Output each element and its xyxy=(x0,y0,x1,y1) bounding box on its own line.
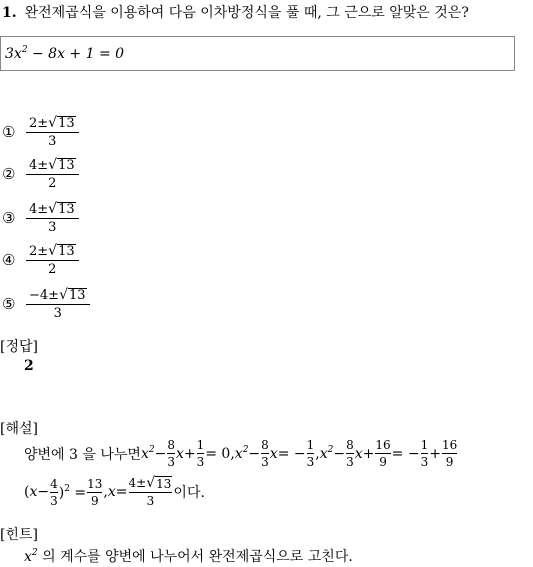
explanation-line1: 양변에 3 을 나누면 $x^2-$ 8 3 x + 1 3 = 0, $x^2-$ 8 3 x = − 1 3 , $x^2-$ 8 3 x + 16 9 = − 1 3 + 16 9 xyxy=(24,438,458,469)
explanation-label: [해설] xyxy=(0,421,38,437)
option-2[interactable] xyxy=(2,152,81,196)
hint-line: $x^2$ 의 계수를 양변에 나누어서 완전제곱식으로 고친다. xyxy=(24,548,353,565)
option-1[interactable] xyxy=(2,110,81,154)
option-fraction: −4± √ 13 3 xyxy=(26,288,90,321)
option-fraction: 2± √ 13 3 xyxy=(26,116,79,149)
option-mark: ⑤ xyxy=(2,295,16,313)
equation: $3x^2 - 8x + 1 = 0$ xyxy=(5,45,125,62)
answer-label: [정답] xyxy=(0,339,38,355)
explanation-line2: ( x − 4 3 )$^2$ = 13 9 , x = 4± √ 13 3 이다. xyxy=(24,475,205,508)
option-5[interactable] xyxy=(2,282,92,326)
option-fraction: 2± √ 13 2 xyxy=(26,244,79,277)
hint-label: [힌트] xyxy=(0,527,38,543)
option-fraction: 4± √ 13 2 xyxy=(26,158,79,191)
question-text: 완전제곱식을 이용하여 다음 이차방정식을 풀 때, 그 근으로 알맞은 것은? xyxy=(24,5,469,21)
option-mark: ③ xyxy=(2,209,16,227)
option-fraction: 4± √ 13 3 xyxy=(26,202,79,235)
question-header xyxy=(2,2,469,22)
hint-text: 의 계수를 양변에 나누어서 완전제곱식으로 고친다. xyxy=(37,549,353,565)
answer-value: 2 xyxy=(24,358,34,374)
option-mark: ④ xyxy=(2,251,16,269)
option-mark: ② xyxy=(2,165,16,183)
option-3[interactable] xyxy=(2,196,81,240)
option-mark: ① xyxy=(2,123,16,141)
explanation-suffix: 이다. xyxy=(173,485,205,501)
question-number: 1. xyxy=(2,5,17,21)
equation-box xyxy=(0,36,515,71)
explanation-prefix: 양변에 3 을 나누면 xyxy=(24,446,141,463)
option-4[interactable] xyxy=(2,238,81,282)
